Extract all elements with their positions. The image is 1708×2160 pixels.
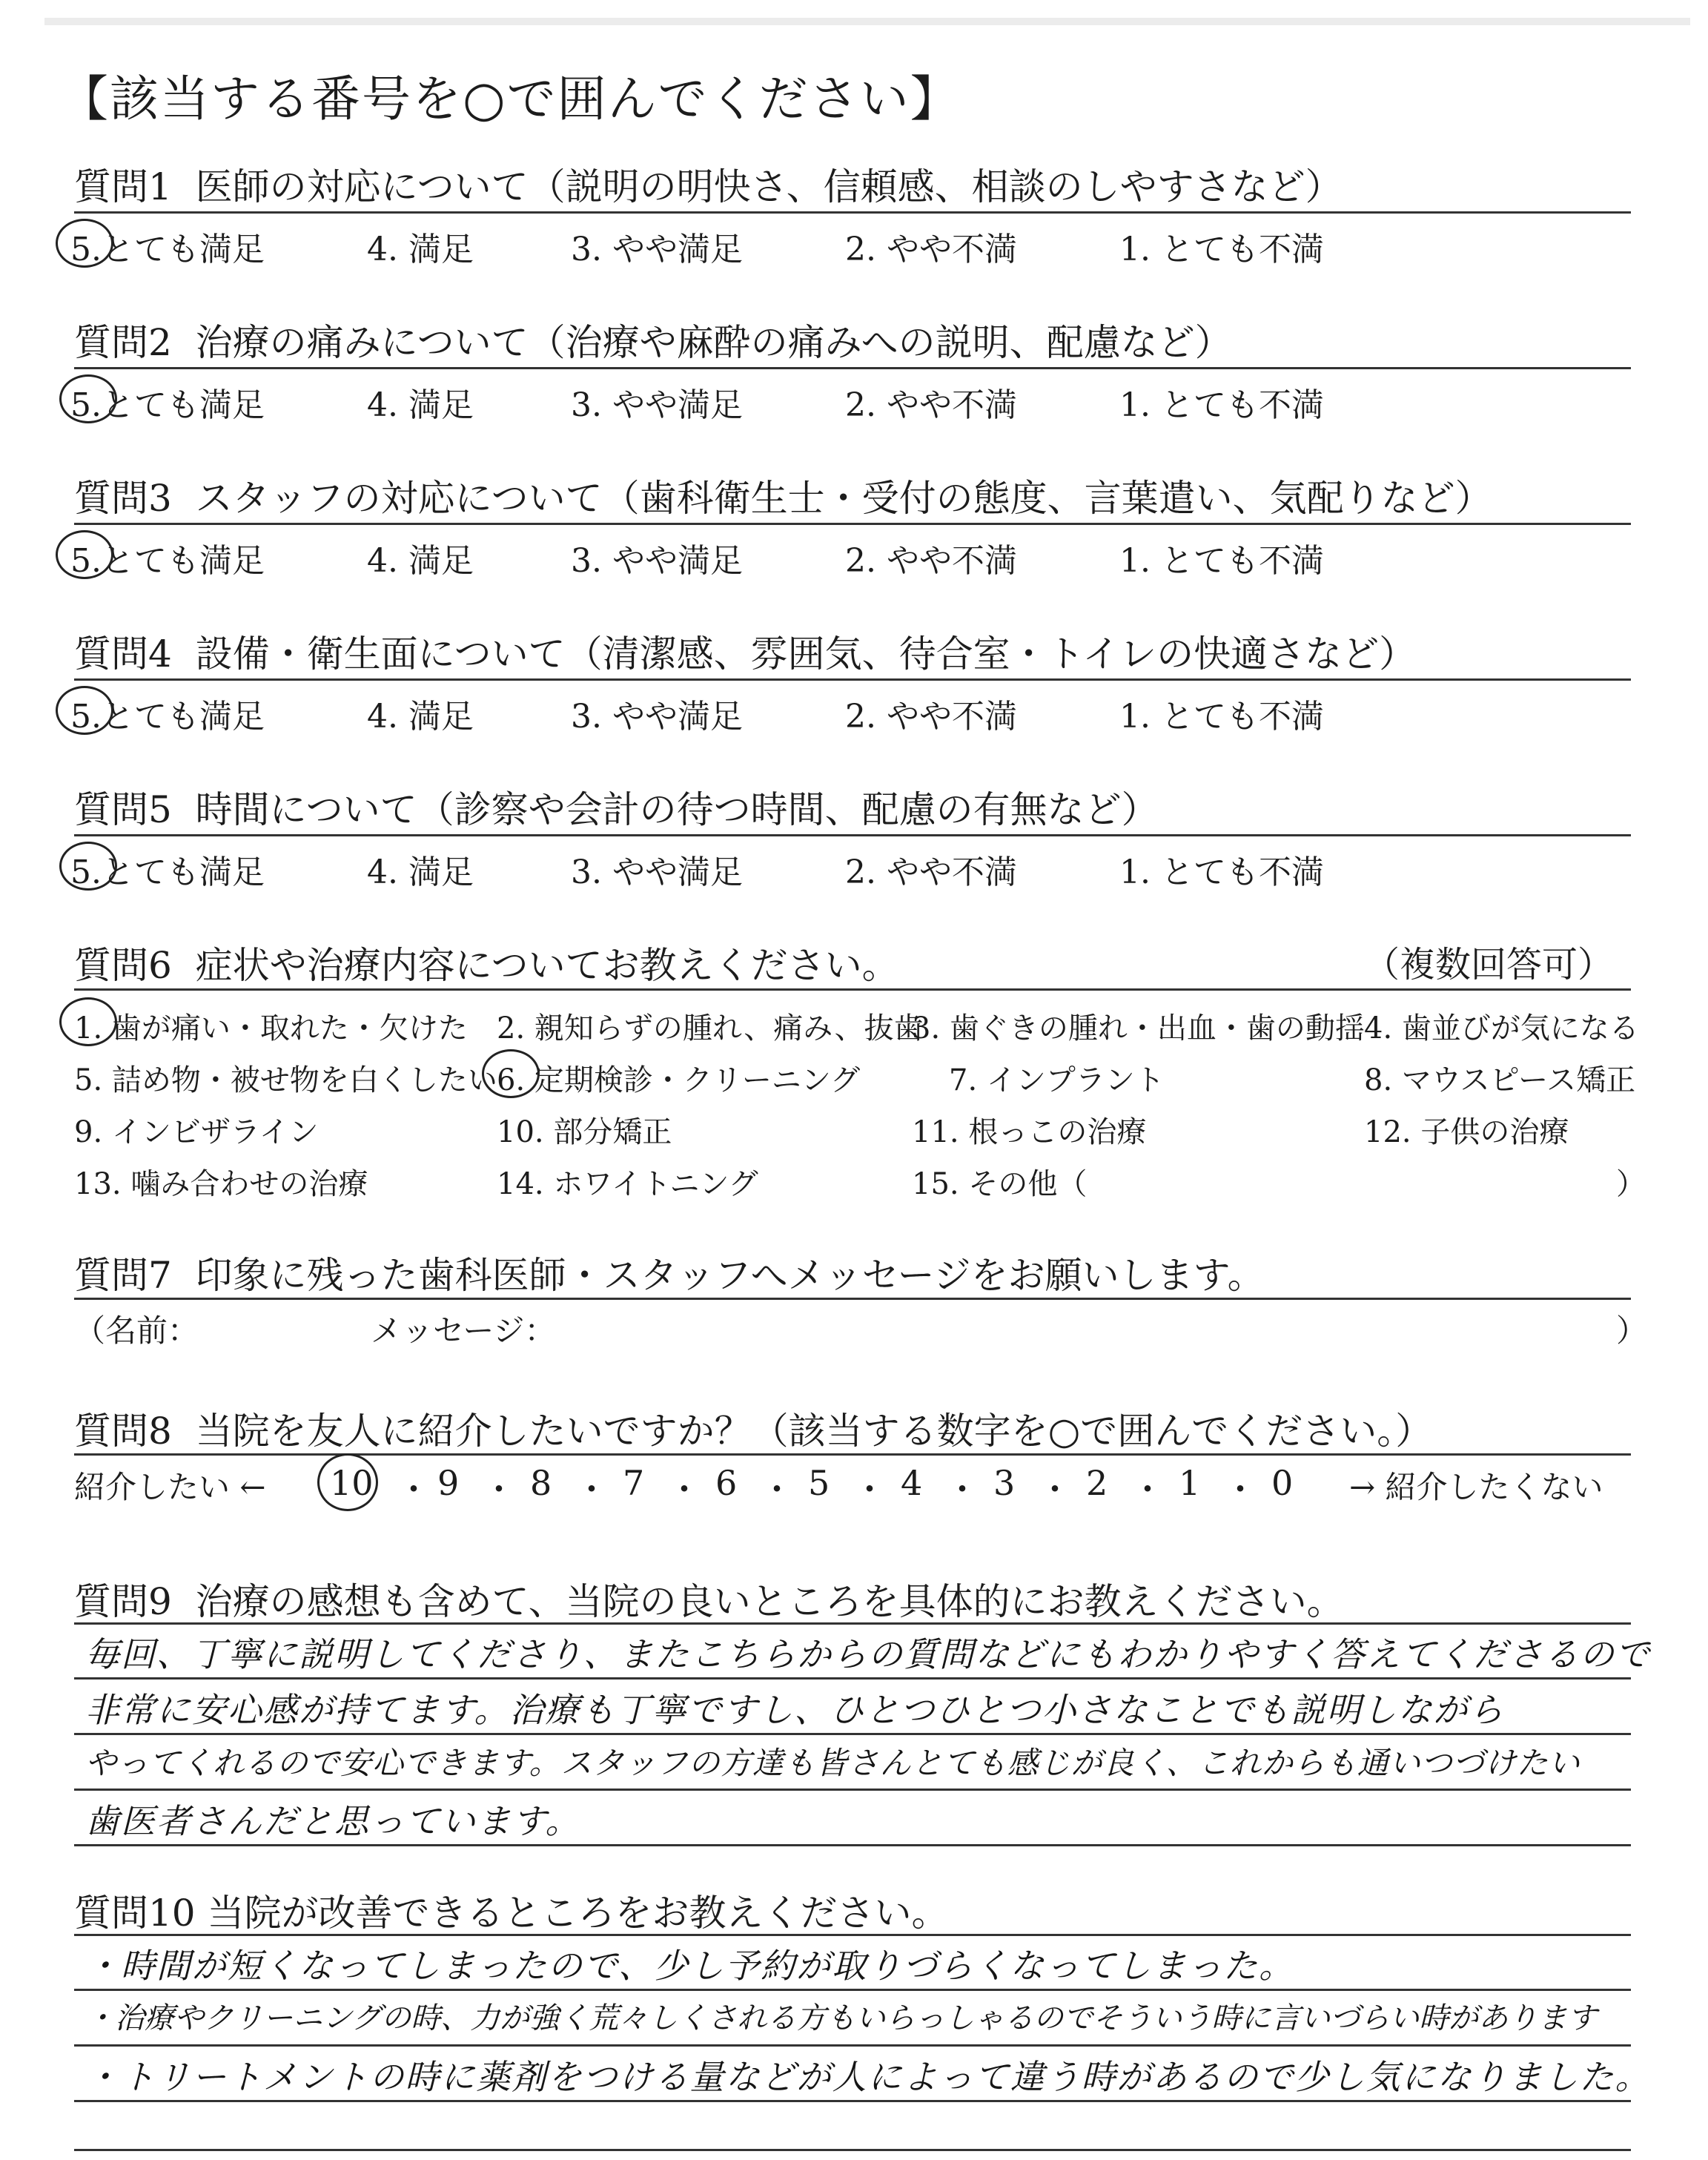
q8-score-6[interactable]: 6 bbox=[715, 1463, 738, 1503]
q1-option-4[interactable]: 4. 満足 bbox=[367, 231, 474, 268]
question-text: 設備・衛生面について（清潔感、雰囲気、待合室・トイレの快適さなど） bbox=[195, 633, 1417, 676]
question-label: 質問3 bbox=[74, 477, 172, 520]
divider bbox=[74, 523, 1631, 525]
q8-score-8[interactable]: 8 bbox=[530, 1463, 552, 1503]
q6-option-13[interactable]: 13. 噛み合わせの治療 bbox=[74, 1167, 368, 1201]
q4-option-3[interactable]: 3. やや満足 bbox=[571, 698, 743, 736]
question-label: 質問1 bbox=[74, 165, 172, 208]
question-label: 質問10 bbox=[74, 1892, 196, 1935]
q9-answer-line-2: 非常に安心感が持てます。治療も丁寧ですし、ひとつひとつ小さなことでも説明しながら bbox=[85, 1690, 1505, 1730]
question-text: 時間について（診察や会計の待つ時間、配慮の有無など） bbox=[195, 788, 1159, 831]
question-6 bbox=[74, 936, 899, 989]
question-text: 医師の対応について（説明の明快さ、信頼感、相談のしやすさなど） bbox=[195, 165, 1343, 208]
question-text: 症状や治療内容についてお教えください。 bbox=[195, 944, 899, 987]
q10-answer-line-3: ・トリートメントの時に薬剤をつける量などが人によって違う時があるので少し気になりました。 bbox=[85, 2057, 1651, 2097]
q3-option-2[interactable]: 2. やや不満 bbox=[845, 542, 1017, 580]
q6-option-14[interactable]: 14. ホワイトニング bbox=[497, 1167, 758, 1201]
q9-answer-line-3: やってくれるので安心できます。スタッフの方達も皆さんとても感じが良く、これからも通いつづけたい bbox=[85, 1745, 1580, 1781]
q6-option-8[interactable]: 8. マウスピース矯正 bbox=[1364, 1063, 1636, 1097]
q6-option-5[interactable]: 5. 詰め物・被せ物を白くしたい bbox=[74, 1063, 497, 1097]
question-text: 当院を友人に紹介したいですか？（該当する数字を○で囲んでください。） bbox=[195, 1410, 1433, 1453]
divider bbox=[74, 1622, 1631, 1625]
q6-option-11[interactable]: 11. 根っこの治療 bbox=[912, 1115, 1147, 1149]
q2-option-4[interactable]: 4. 満足 bbox=[367, 386, 474, 424]
q9-answer-line-1: 毎回、丁寧に説明してくださり、またこちらからの質問などにもわかりやすく答えてくださるので bbox=[85, 1634, 1651, 1674]
q10-answer-line-1: ・時間が短くなってしまったので、少し予約が取りづらくなってしまった。 bbox=[85, 1946, 1295, 1986]
divider bbox=[74, 1934, 1631, 1936]
question-text: 当院が改善できるところをお教えください。 bbox=[207, 1892, 949, 1935]
q6-option-10[interactable]: 10. 部分矯正 bbox=[497, 1115, 672, 1149]
divider bbox=[74, 678, 1631, 681]
question-8 bbox=[74, 1401, 1432, 1455]
divider bbox=[74, 834, 1631, 836]
answer-line bbox=[74, 2100, 1631, 2102]
separator-dot: ・ bbox=[482, 1470, 516, 1510]
divider bbox=[74, 211, 1631, 214]
question-text: 印象に残った歯科医師・スタッフへメッセージをお願いします。 bbox=[195, 1254, 1265, 1297]
q1-option-2[interactable]: 2. やや不満 bbox=[845, 231, 1017, 268]
divider bbox=[74, 367, 1631, 369]
q6-option-1[interactable]: 1. 歯が痛い・取れた・欠けた bbox=[74, 1011, 468, 1046]
q9-answer-line-4: 歯医者さんだと思っています。 bbox=[85, 1801, 581, 1841]
multiple-answer-note: （複数回答可） bbox=[1364, 944, 1614, 985]
q5-option-4[interactable]: 4. 満足 bbox=[367, 853, 474, 891]
separator-dot: ・ bbox=[667, 1470, 701, 1510]
question-text: 治療の痛みについて（治療や麻酔の痛みへの説明、配慮など） bbox=[195, 321, 1232, 364]
divider bbox=[74, 988, 1631, 991]
separator-dot: ・ bbox=[1223, 1470, 1257, 1510]
question-text: スタッフの対応について（歯科衛生士・受付の態度、言葉遣い、気配りなど） bbox=[195, 477, 1492, 520]
question-label: 質問6 bbox=[74, 944, 172, 987]
q5-option-3[interactable]: 3. やや満足 bbox=[571, 853, 743, 891]
q6-option-6[interactable]: 6. 定期検診・クリーニング bbox=[497, 1063, 861, 1097]
q8-score-9[interactable]: 9 bbox=[437, 1463, 460, 1503]
question-label: 質問5 bbox=[74, 788, 172, 831]
q3-option-5[interactable]: 5.とても満足 bbox=[70, 542, 265, 580]
q2-option-5[interactable]: 5.とても満足 bbox=[70, 386, 265, 424]
answer-line bbox=[74, 1789, 1631, 1791]
question-1 bbox=[74, 157, 1343, 211]
question-label: 質問4 bbox=[74, 633, 172, 676]
q6-selection-circle-6 bbox=[482, 1049, 540, 1098]
q3-option-1[interactable]: 1. とても不満 bbox=[1119, 542, 1324, 580]
q7-close-paren: ） bbox=[1616, 1312, 1648, 1349]
q2-selection-circle bbox=[59, 374, 117, 423]
question-9 bbox=[74, 1572, 1344, 1625]
q4-option-1[interactable]: 1. とても不満 bbox=[1119, 698, 1324, 736]
q1-option-5[interactable]: 5.とても満足 bbox=[70, 231, 265, 268]
q6-option-12[interactable]: 12. 子供の治療 bbox=[1364, 1115, 1569, 1149]
q1-option-1[interactable]: 1. とても不満 bbox=[1119, 231, 1324, 268]
q4-option-5[interactable]: 5.とても満足 bbox=[70, 698, 265, 736]
q4-option-4[interactable]: 4. 満足 bbox=[367, 698, 474, 736]
q3-option-4[interactable]: 4. 満足 bbox=[367, 542, 474, 580]
q6-other-close-paren: ） bbox=[1616, 1167, 1646, 1201]
q3-option-3[interactable]: 3. やや満足 bbox=[571, 542, 743, 580]
q3-selection-circle bbox=[56, 530, 113, 579]
q2-option-1[interactable]: 1. とても不満 bbox=[1119, 386, 1324, 424]
answer-line bbox=[74, 2149, 1631, 2151]
q7-message-label[interactable]: メッセージ： bbox=[371, 1312, 556, 1349]
q1-selection-circle bbox=[56, 219, 113, 268]
question-label: 質問8 bbox=[74, 1410, 172, 1453]
q8-score-0[interactable]: 0 bbox=[1271, 1463, 1294, 1503]
separator-dot: ・ bbox=[945, 1470, 979, 1510]
answer-line bbox=[74, 1844, 1631, 1846]
q8-score-2[interactable]: 2 bbox=[1086, 1463, 1108, 1503]
q5-option-1[interactable]: 1. とても不満 bbox=[1119, 853, 1324, 891]
q6-option-3[interactable]: 3. 歯ぐきの腫れ・出血・歯の動揺 bbox=[912, 1011, 1365, 1046]
question-5 bbox=[74, 780, 1159, 833]
q1-option-3[interactable]: 3. やや満足 bbox=[571, 231, 743, 268]
answer-line bbox=[74, 1733, 1631, 1735]
question-4 bbox=[74, 624, 1416, 678]
answer-line bbox=[74, 1989, 1631, 1991]
q4-option-2[interactable]: 2. やや不満 bbox=[845, 698, 1017, 736]
question-7 bbox=[74, 1246, 1265, 1299]
q8-left-label: 紹介したい ← bbox=[74, 1469, 266, 1505]
q8-score-1[interactable]: 1 bbox=[1179, 1463, 1201, 1503]
separator-dot: ・ bbox=[853, 1470, 887, 1510]
q6-selection-circle-1 bbox=[59, 997, 117, 1046]
separator-dot: ・ bbox=[1131, 1470, 1165, 1510]
q8-right-label: → 紹介したくない bbox=[1349, 1469, 1603, 1505]
q8-score-4[interactable]: 4 bbox=[901, 1463, 923, 1503]
q2-option-2[interactable]: 2. やや不満 bbox=[845, 386, 1017, 424]
question-3 bbox=[74, 469, 1492, 522]
q8-score-7[interactable]: 7 bbox=[623, 1463, 645, 1503]
q6-option-7[interactable]: 7. インプラント bbox=[949, 1063, 1165, 1097]
divider bbox=[74, 1298, 1631, 1300]
question-text: 治療の感想も含めて、当院の良いところを具体的にお教えください。 bbox=[195, 1580, 1344, 1623]
q6-option-2[interactable]: 2. 親知らずの腫れ、痛み、抜歯 bbox=[497, 1011, 924, 1046]
separator-dot: ・ bbox=[1038, 1470, 1072, 1510]
answer-line bbox=[74, 2044, 1631, 2047]
q8-score-10[interactable]: 10 bbox=[330, 1463, 374, 1503]
question-label: 質問7 bbox=[74, 1254, 172, 1297]
q5-option-5[interactable]: 5.とても満足 bbox=[70, 853, 265, 891]
q6-option-9[interactable]: 9. インビザライン bbox=[74, 1115, 319, 1149]
q5-selection-circle bbox=[59, 842, 117, 891]
q2-option-3[interactable]: 3. やや満足 bbox=[571, 386, 743, 424]
q7-name-label[interactable]: （名前： bbox=[74, 1312, 199, 1349]
separator-dot: ・ bbox=[760, 1470, 794, 1510]
q4-selection-circle bbox=[56, 686, 113, 735]
answer-line bbox=[74, 1677, 1631, 1680]
separator-dot: ・ bbox=[575, 1470, 609, 1510]
q8-score-3[interactable]: 3 bbox=[993, 1463, 1016, 1503]
q8-selection-circle bbox=[317, 1453, 378, 1511]
q6-option-4[interactable]: 4. 歯並びが気になる bbox=[1364, 1011, 1639, 1046]
q8-score-5[interactable]: 5 bbox=[808, 1463, 830, 1503]
question-label: 質問9 bbox=[74, 1580, 172, 1623]
question-label: 質問2 bbox=[74, 321, 172, 364]
q6-option-15[interactable]: 15. その他（ bbox=[912, 1167, 1088, 1201]
page-title: 【該当する番号を○で囲んでください】 bbox=[59, 70, 961, 128]
question-2 bbox=[74, 313, 1232, 366]
separator-dot: ・ bbox=[397, 1470, 431, 1510]
divider bbox=[74, 1453, 1631, 1456]
q10-answer-line-2: ・治療やクリーニングの時、力が強く荒々しくされる方もいらっしゃるのでそういう時に言いづらい時があります bbox=[85, 2001, 1598, 2035]
page-top-edge bbox=[44, 18, 1690, 25]
question-10 bbox=[74, 1883, 949, 1937]
q5-option-2[interactable]: 2. やや不満 bbox=[845, 853, 1017, 891]
